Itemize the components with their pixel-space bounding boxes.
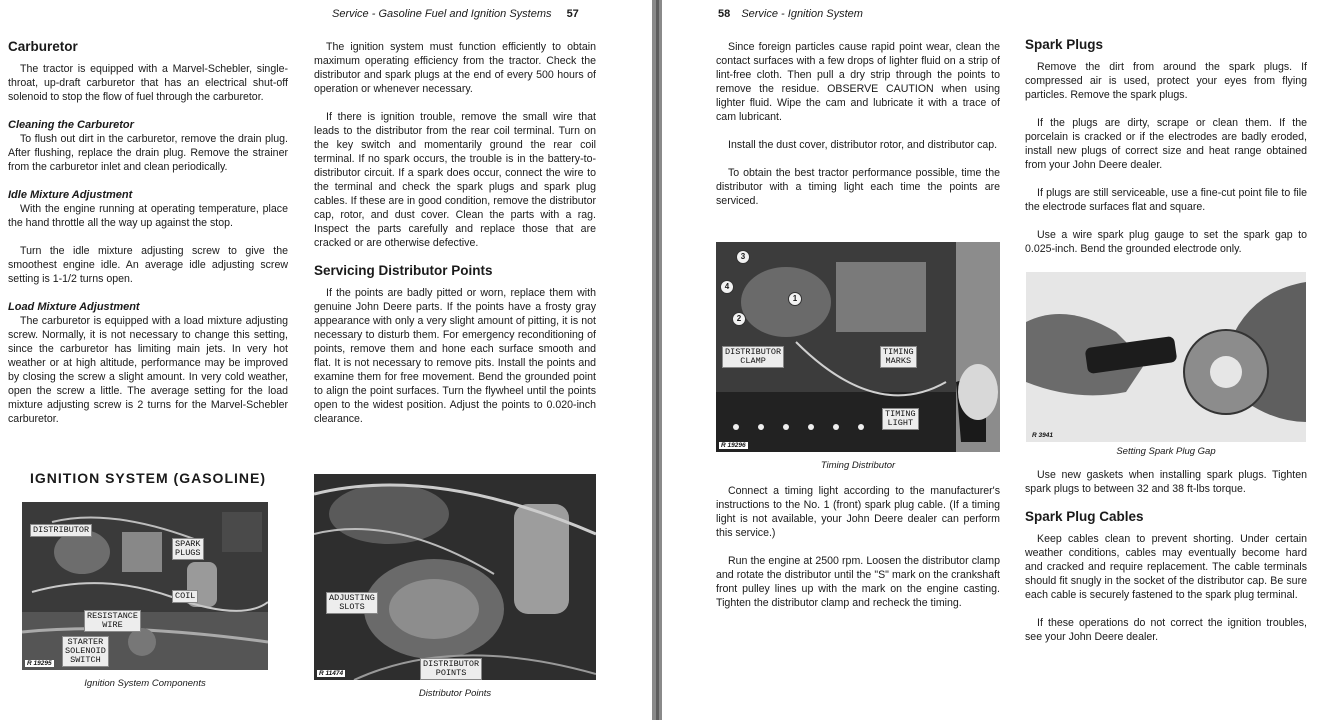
spark-plugs-p4: Use a wire spark plug gauge to set the spark gap to 0.025-inch. Bend the grounded electrode only. <box>1025 229 1307 255</box>
label-coil: COIL <box>172 590 198 603</box>
cables-column <box>1025 468 1307 658</box>
carburetor-heading: Carburetor <box>8 39 78 54</box>
cleaning-text: To flush out dirt in the carburetor, remove the drain plug. After flushing, replace the drain plug. Remove the strainer from the carburetor inlet and clean periodically. <box>8 133 288 173</box>
page-header <box>718 8 863 20</box>
ignition-system-heading: IGNITION SYSTEM (GASOLINE) <box>29 470 266 486</box>
load-text: The carburetor is equipped with a load mixture adjusting screw. Normally, it is not necessary to change this setting, since the carburetor has limiting main jets. In very hot weather or at high altitude, performance may be improved by closing the screw a slight amount. In very cold weather, open the screw a little. The average setting for the load mixture adjusting screw is 2 turns for the Marvel-Schebler carburetor. <box>8 315 288 425</box>
run-engine-text: Run the engine at 2500 rpm. Loosen the distributor clamp and rotate the distributor until the "S" mark on the crankshaft front pulley lines up with the mark on the engine casting. Tighten the distributor clamp and recheck the timing. <box>716 555 1000 609</box>
left-column <box>716 40 1000 222</box>
label-timing-marks: TIMING MARKS <box>880 346 917 368</box>
idle-text-1: With the engine running at operating temperature, place the hand throttle all the way up against the stop. <box>8 203 288 229</box>
figure-ref: R 3941 <box>1032 432 1053 439</box>
page-57 <box>0 0 652 720</box>
idle-heading: Idle Mixture Adjustment <box>8 189 133 201</box>
distributor-illustration <box>314 474 596 680</box>
timing-distributor-photo <box>716 242 1000 452</box>
label-distributor: DISTRIBUTOR <box>30 524 92 537</box>
caption-timing-distributor: Timing Distributor <box>820 460 896 471</box>
callout-4: 4 <box>720 280 734 294</box>
callout-3: 3 <box>736 250 750 264</box>
spark-plugs-p1: Remove the dirt from around the spark plugs. If compressed air is used, protect your eyes from flying particles. Remove the spark plugs. <box>1025 61 1307 101</box>
callout-1: 1 <box>788 292 802 306</box>
spark-plugs-p2: If the plugs are dirty, scrape or clean them. If the porcelain is cracked or if the electrodes are badly eroded, install new plugs of correct size and heat range obtained from your John Deere dealer. <box>1025 117 1307 171</box>
spark-plug-gap-photo <box>1026 272 1306 442</box>
timing-intro-text: To obtain the best tractor performance possible, time the distributor with a timing light each time the points are serviced. <box>716 167 1000 207</box>
idle-text-2: Turn the idle mixture adjusting screw to give the smoothest engine idle. An average idle adjusting screw setting is 1-1/2 turns open. <box>8 245 288 285</box>
load-heading: Load Mixture Adjustment <box>8 301 140 313</box>
left-column <box>8 40 288 440</box>
label-spark-plugs: SPARK PLUGS <box>172 538 204 560</box>
distributor-points-photo <box>314 474 596 680</box>
connect-timing-light-text: Connect a timing light according to the manufacturer's instructions to the No. 1 (front) spark plug cable. (If a timing light is not available, your John Deere dealer can perform this service.) <box>716 485 1000 539</box>
page-header <box>332 8 579 20</box>
page-number: 57 <box>566 8 579 20</box>
gaskets-text: Use new gaskets when installing spark plugs. Tighten spark plugs to between 32 and 38 ft-lbs torque. <box>1025 469 1307 495</box>
label-resistance-wire: RESISTANCE WIRE <box>84 610 141 632</box>
gutter-divider <box>656 0 659 720</box>
ignition-components-photo <box>22 502 268 670</box>
caption-distributor-points: Distributor Points <box>418 688 492 699</box>
cables-p2: If these operations do not correct the ignition troubles, see your John Deere dealer. <box>1025 617 1307 643</box>
ignition-p2: If there is ignition trouble, remove the small wire that leads to the distributor from the rear coil terminal. Turn on the key switch and momentarily ground the rear coil terminal. If no spark occurs, the trouble is in the battery-to-distributor circuit. If a spark does occur, connect the wire to the terminal and check the spark plugs and spark plug cables. If these are in good condition, remove the distributor cap, rotor, and dust cover. Clean the parts with a rag. Inspect the parts carefully and replace those that are cracked or are otherwise defective. <box>314 111 596 249</box>
right-column <box>314 40 596 440</box>
cables-p1: Keep cables clean to prevent shorting. Under certain weather conditions, cables may eventually become hard and cracked and require replacement. The cable terminals should fit snugly in the socket of the distributor cap. Be sure each cable is securely fastened to the spark plug terminal. <box>1025 533 1307 601</box>
spark-plugs-heading: Spark Plugs <box>1025 37 1104 52</box>
label-starter-solenoid: STARTER SOLENOID SWITCH <box>62 636 109 667</box>
figure-ref: R 11474 <box>319 670 344 677</box>
ignition-heading-wrap <box>8 470 288 486</box>
label-distributor-clamp: DISTRIBUTOR CLAMP <box>722 346 784 368</box>
spark-plug-cables-heading: Spark Plug Cables <box>1025 509 1144 524</box>
right-column <box>1025 38 1307 270</box>
spark-plug-illustration <box>1026 272 1306 442</box>
points-heading: Servicing Distributor Points <box>314 263 493 278</box>
callout-2: 2 <box>732 312 746 326</box>
page-number: 58 <box>718 8 731 20</box>
page-58 <box>662 0 1326 720</box>
install-dust-cover-text: Install the dust cover, distributor rotor, and distributor cap. <box>728 139 998 151</box>
carburetor-intro: The tractor is equipped with a Marvel-Schebler, single-throat, up-draft carburetor that has an electrical shut-off solenoid to stop the flow of fuel through the carburetor. <box>8 63 288 103</box>
label-timing-light: TIMING LIGHT <box>882 408 919 430</box>
cleaning-points-text: Since foreign particles cause rapid point wear, clean the contact surfaces with a few drops of lighter fluid on a strip of lint-free cloth. Then pull a dry strip through the points to remove the residue. OBSERVE CAUTION when using lighter fluid. Wipe the cam and lubricate it with a trace of cam lubricant. <box>716 41 1000 123</box>
figure-ref: R 19296 <box>721 442 746 449</box>
ignition-p1: The ignition system must function efficiently to obtain maximum operating efficiency from the tractor. Check the distributor and spark plugs at the end of every 500 hours of operation or whenever necessary. <box>314 41 596 95</box>
timing-procedure <box>716 484 1000 624</box>
figure-ref: R 19295 <box>27 660 52 667</box>
cleaning-heading: Cleaning the Carburetor <box>8 119 134 131</box>
label-adjusting-slots: ADJUSTING SLOTS <box>326 592 378 614</box>
caption-spark-plug-gap: Setting Spark Plug Gap <box>1116 446 1216 457</box>
header-title: Service - Gasoline Fuel and Ignition Systems <box>332 8 552 20</box>
points-text: If the points are badly pitted or worn, replace them with genuine John Deere parts. If the points have a frosty gray appearance with only a very slight amount of pitting, it is not necessary to disturb them. For emergency reconditioning of points, remove them and hone each surface smooth and flat. It is not necessary to remove pits. Install the points and examine them for free movement. Bend the grounded point to align the point surfaces. Turn the flywheel until the points open to the widest position. Adjust the points to 0.020-inch clearance. <box>314 287 596 425</box>
caption-ignition-components: Ignition System Components <box>84 678 206 689</box>
label-distributor-points: DISTRIBUTOR POINTS <box>420 658 482 680</box>
spark-plugs-p3: If plugs are still serviceable, use a fine-cut point file to file the electrode surfaces flat and square. <box>1025 187 1307 213</box>
header-title: Service - Ignition System <box>741 8 863 20</box>
